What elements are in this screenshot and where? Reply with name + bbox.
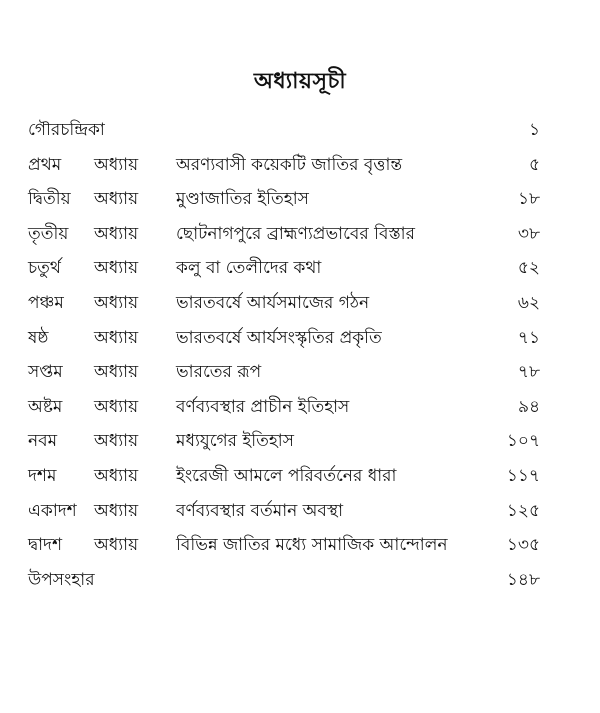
toc-entry-chapter-3 xyxy=(0,222,600,257)
toc-entry-chapter-11 xyxy=(0,499,600,534)
chapter-ordinal: সপ্তম xyxy=(28,362,63,383)
chapter-ordinal: নবম xyxy=(28,431,58,452)
entry-title: মধ্যযুগের ইতিহাস xyxy=(176,431,294,452)
entry-title: ছোটনাগপুরে ব্রাহ্মণ্যপ্রভাবের বিস্তার xyxy=(176,223,415,244)
chapter-word: অধ্যায় xyxy=(94,258,139,279)
entry-page-number: ৭৮ xyxy=(517,362,540,383)
chapter-ordinal: প্রথম xyxy=(28,154,62,175)
page-title: অধ্যায়সূচী xyxy=(253,68,347,94)
chapter-word: অধ্যায় xyxy=(94,327,139,348)
entry-title: গৌরচন্দ্রিকা xyxy=(28,120,105,140)
entry-title: উপসংহার xyxy=(28,569,95,590)
toc-entry-chapter-6 xyxy=(0,326,600,361)
chapter-ordinal: পঞ্চম xyxy=(28,292,64,313)
entry-title: ভারতবর্ষে আর্যসমাজের গঠন xyxy=(176,292,370,313)
toc-entry-chapter-10 xyxy=(0,464,600,499)
chapter-word: অধ্যায় xyxy=(94,154,139,175)
chapter-ordinal: অষ্টম xyxy=(28,396,63,417)
toc-entry-chapter-7 xyxy=(0,360,600,395)
toc-entry-chapter-4 xyxy=(0,256,600,291)
chapter-word: অধ্যায় xyxy=(94,189,139,210)
toc-entry-chapter-12 xyxy=(0,533,600,568)
entry-page-number: ১৪৮ xyxy=(506,569,540,590)
chapter-word: অধ্যায় xyxy=(94,535,139,556)
chapter-ordinal: তৃতীয় xyxy=(28,223,69,244)
entry-title: ভারতের রূপ xyxy=(176,362,262,383)
chapter-ordinal: ষষ্ঠ xyxy=(28,327,49,348)
entry-title: মুণ্ডাজাতির ইতিহাস xyxy=(176,189,309,210)
entry-title: বর্ণব্যবস্থার বর্তমান অবস্থা xyxy=(176,500,344,521)
chapter-word: অধ্যায় xyxy=(94,292,139,313)
chapter-ordinal: দ্বাদশ xyxy=(28,535,63,556)
chapter-ordinal: দ্বিতীয় xyxy=(28,189,71,210)
entry-page-number: ১১৭ xyxy=(506,465,540,486)
entry-page-number: ১২৫ xyxy=(506,500,540,521)
entry-page-number: ৩৮ xyxy=(517,223,540,244)
entry-page-number: ১০৭ xyxy=(506,431,540,452)
entry-title: বর্ণব্যবস্থার প্রাচীন ইতিহাস xyxy=(176,396,350,417)
chapter-word: অধ্যায় xyxy=(94,223,139,244)
entry-title: কলু বা তেলীদের কথা xyxy=(176,258,322,279)
chapter-ordinal: চতুর্থ xyxy=(28,258,61,279)
chapter-word: অধ্যায় xyxy=(94,500,139,521)
entry-title: ইংরেজী আমলে পরিবর্তনের ধারা xyxy=(176,465,397,486)
entry-title: অরণ্যবাসী কয়েকটি জাতির বৃত্তান্ত xyxy=(176,154,403,175)
entry-page-number: ১ xyxy=(528,120,540,140)
chapter-ordinal: একাদশ xyxy=(28,500,77,521)
entry-page-number: ৬২ xyxy=(517,292,540,313)
toc-entry-chapter-5 xyxy=(0,291,600,326)
chapter-word: অধ্যায় xyxy=(94,431,139,452)
entry-page-number: ১৩৫ xyxy=(506,535,540,556)
toc-entry-preface xyxy=(0,118,600,153)
entry-page-number: ৯৪ xyxy=(517,396,540,417)
chapter-ordinal: দশম xyxy=(28,465,57,486)
toc-entry-chapter-2 xyxy=(0,187,600,222)
entry-title: ভারতবর্ষে আর্যসংস্কৃতির প্রকৃতি xyxy=(176,327,382,348)
toc-entry-chapter-1 xyxy=(0,153,600,188)
entry-page-number: ৫২ xyxy=(517,258,540,279)
toc-entry-epilogue xyxy=(0,568,600,603)
entry-page-number: ৭১ xyxy=(517,327,540,348)
chapter-word: অধ্যায় xyxy=(94,396,139,417)
entry-page-number: ১৮ xyxy=(517,189,540,210)
chapter-word: অধ্যায় xyxy=(94,465,139,486)
toc-entry-chapter-9 xyxy=(0,429,600,464)
entry-page-number: ৫ xyxy=(528,154,540,175)
toc-list xyxy=(0,118,600,602)
entry-title: বিভিন্ন জাতির মধ্যে সামাজিক আন্দোলন xyxy=(176,535,448,556)
chapter-word: অধ্যায় xyxy=(94,362,139,383)
toc-entry-chapter-8 xyxy=(0,395,600,430)
